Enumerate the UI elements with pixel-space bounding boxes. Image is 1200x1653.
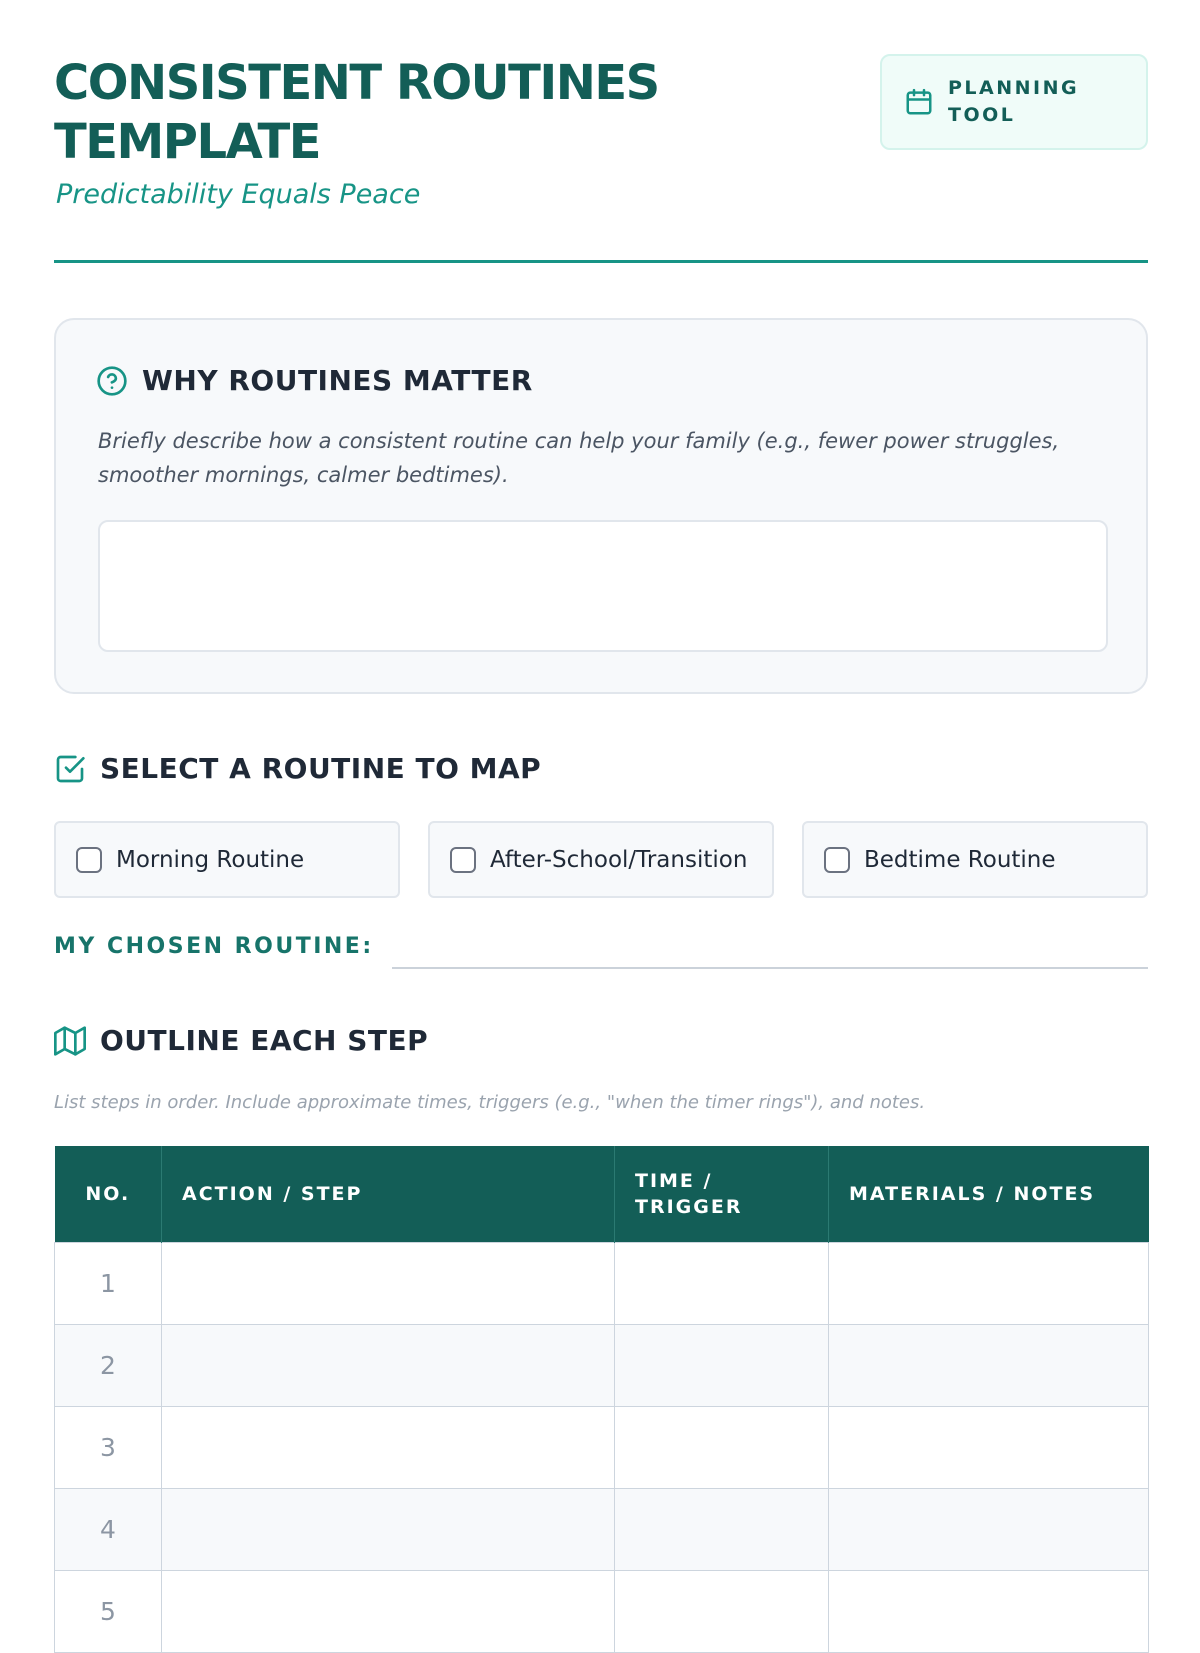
why-routines-title: WHY ROUTINES MATTER [142,364,533,397]
outline-steps-hint: List steps in order. Include approximate times, triggers (e.g., "when the timer rings"), and notes. [54,1092,926,1113]
table-row [55,1488,1149,1570]
step-notes-cell[interactable] [829,1242,1149,1324]
bedtime-routine-checkbox[interactable] [824,847,850,873]
planning-tool-badge [880,54,1148,150]
outline-steps-heading [54,1024,428,1057]
step-time-cell[interactable] [615,1324,829,1406]
routine-options [54,821,1148,898]
step-time-cell[interactable] [615,1242,829,1324]
step-action-cell[interactable] [162,1406,615,1488]
table-row [55,1242,1149,1324]
step-notes-cell[interactable] [829,1570,1149,1652]
step-notes-cell[interactable] [829,1324,1149,1406]
why-routines-answer-field[interactable] [98,520,1108,652]
why-routines-card [54,318,1148,694]
step-action-cell[interactable] [162,1324,615,1406]
step-time-cell[interactable] [615,1488,829,1570]
step-number: 4 [55,1488,162,1570]
column-header-action: ACTION / STEP [162,1146,615,1242]
outline-steps-title: OUTLINE EACH STEP [100,1024,429,1057]
step-action-cell[interactable] [162,1488,615,1570]
badge-label: PLANNING TOOL [948,77,1080,126]
table-header-row [55,1146,1149,1242]
why-routines-heading [96,364,533,397]
after-school-checkbox[interactable] [450,847,476,873]
step-number: 1 [55,1242,162,1324]
table-row [55,1570,1149,1652]
step-time-cell[interactable] [615,1570,829,1652]
table-row [55,1324,1149,1406]
page-title: CONSISTENT ROUTINES TEMPLATE [54,55,659,170]
option-after-school-routine[interactable] [428,821,774,898]
step-notes-cell[interactable] [829,1406,1149,1488]
checkbox-icon [54,753,86,785]
step-notes-cell[interactable] [829,1488,1149,1570]
option-label: Bedtime Routine [864,846,1056,873]
morning-routine-checkbox[interactable] [76,847,102,873]
chosen-routine-input[interactable] [392,929,1148,969]
option-bedtime-routine[interactable] [802,821,1148,898]
chosen-routine-label: MY CHOSEN ROUTINE: [54,933,374,959]
header-divider [54,260,1148,263]
steps-table [54,1146,1149,1653]
option-morning-routine[interactable] [54,821,400,898]
column-header-notes: MATERIALS / NOTES [829,1146,1149,1242]
select-routine-heading [54,752,541,785]
why-routines-description: Briefly describe how a consistent routine can help your family (e.g., fewer power struggles, smoother mornings, calmer bedtimes). [98,429,1060,487]
question-circle-icon [96,365,128,397]
chosen-routine-row [54,926,1148,966]
column-header-time: TIME / TRIGGER [615,1146,829,1242]
column-header-no: NO. [55,1146,162,1242]
step-action-cell[interactable] [162,1570,615,1652]
step-time-cell[interactable] [615,1406,829,1488]
step-action-cell[interactable] [162,1242,615,1324]
option-label: Morning Routine [116,846,305,873]
table-row [55,1406,1149,1488]
option-label: After-School/Transition [490,846,748,873]
page-subtitle: Predictability Equals Peace [56,179,421,210]
page-header [54,54,1148,264]
step-number: 2 [55,1324,162,1406]
calendar-icon [904,87,934,117]
step-number: 5 [55,1570,162,1652]
step-number: 3 [55,1406,162,1488]
map-icon [54,1025,86,1057]
select-routine-title: SELECT A ROUTINE TO MAP [100,752,542,785]
